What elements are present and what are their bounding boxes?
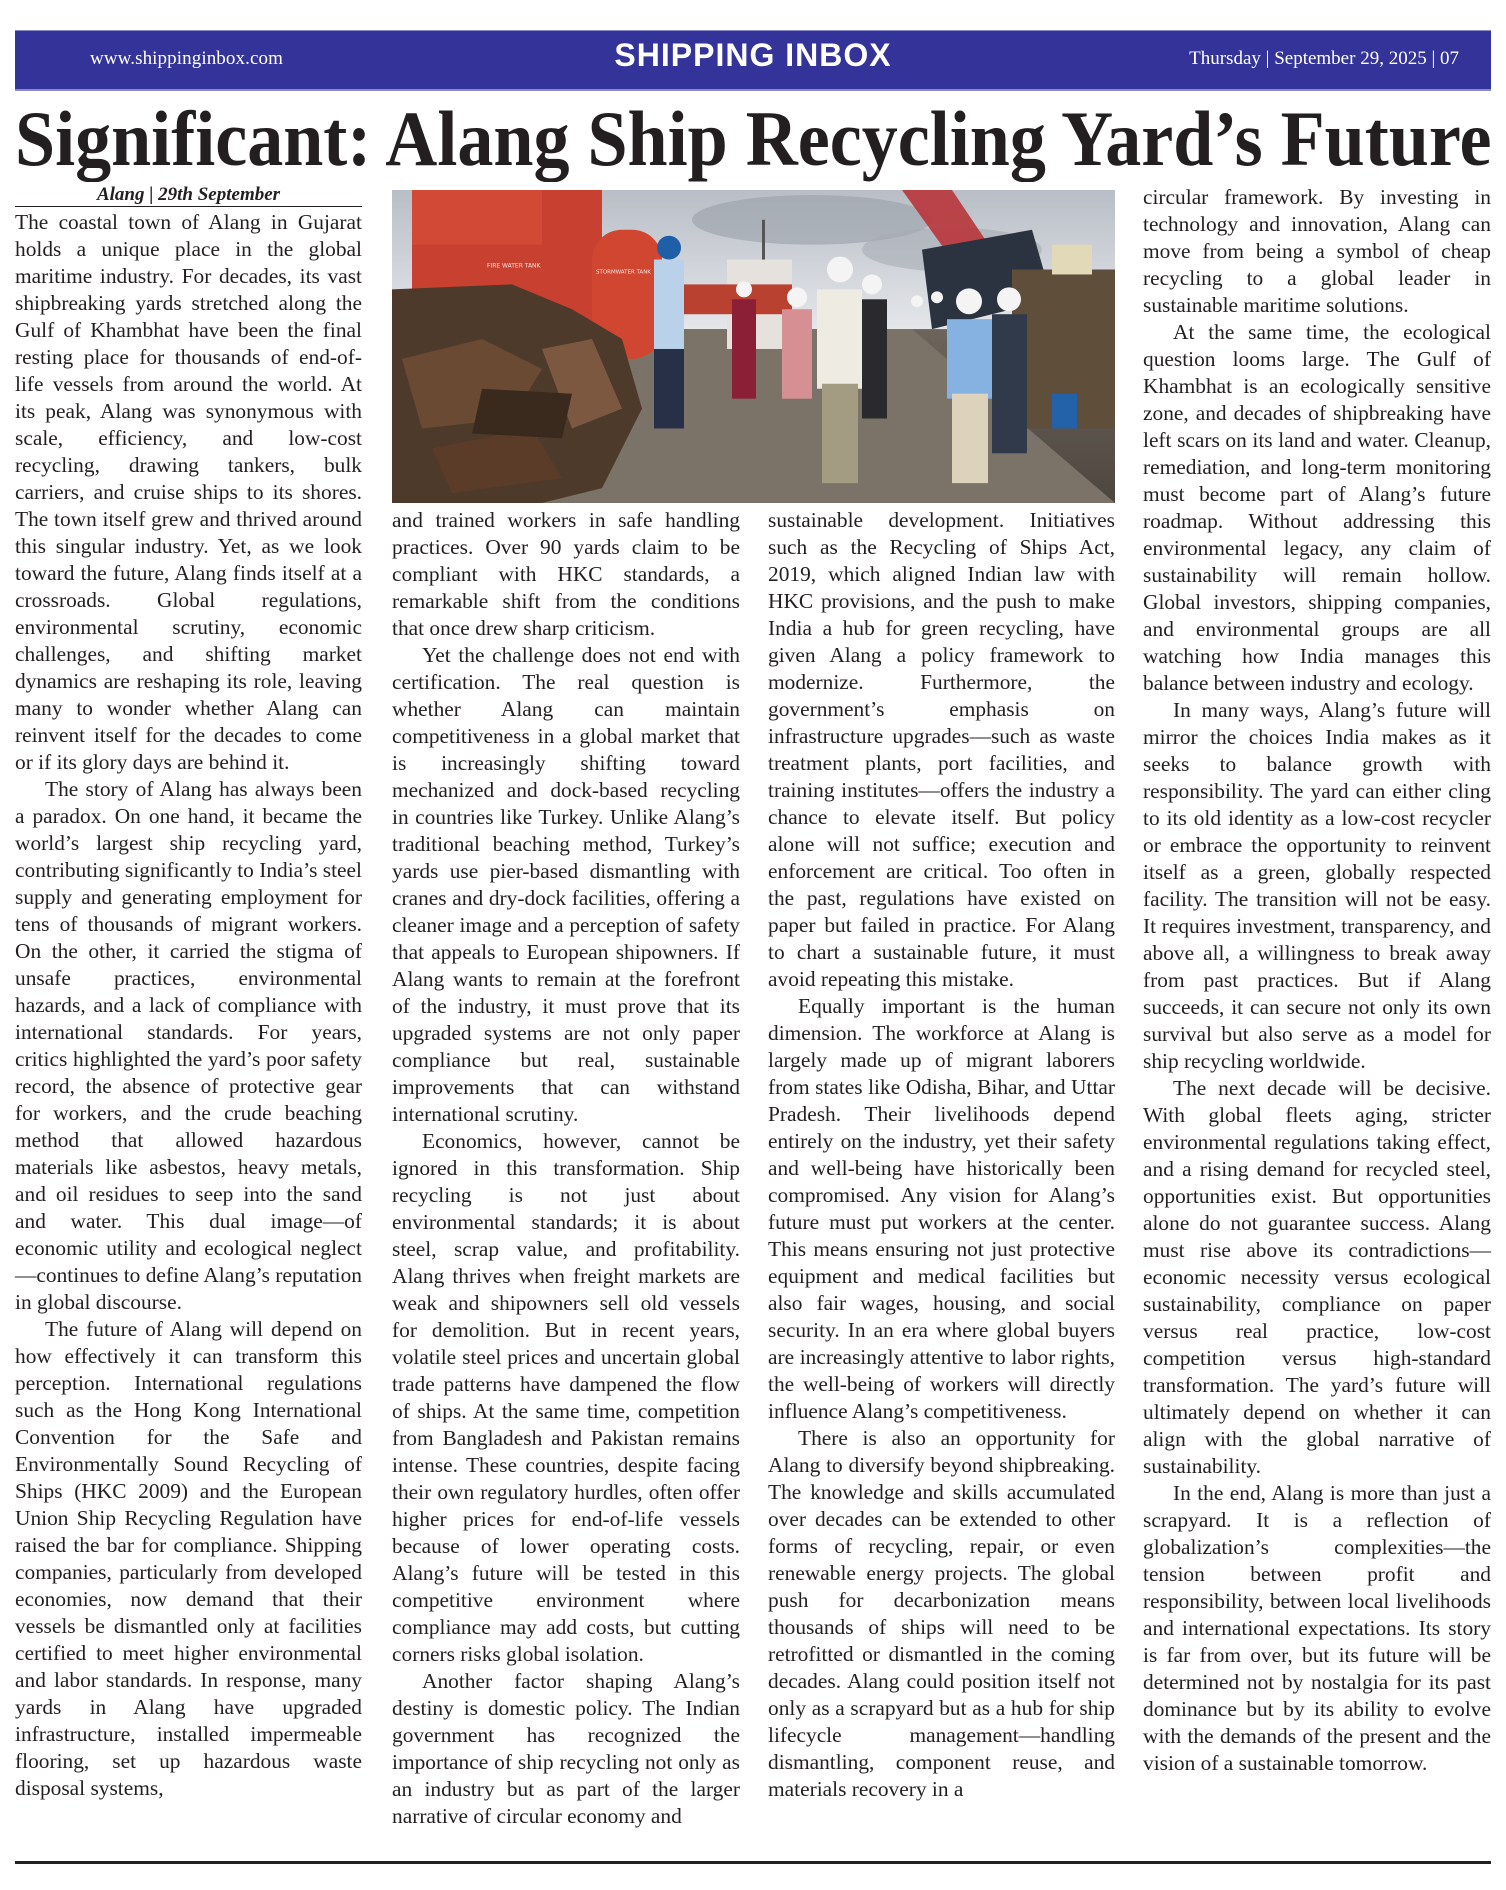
paragraph: At the same time, the ecological question looms large. The Gulf of Khambhat is an ecologically sensitive zone, and decades of shipbreaking have left scars on its land and water. Cleanup, remediation, and long-term monitoring must become part of Alang’s future roadmap. Without addressing this environmental legacy, any claim of sustainability will remain hollow. Global investors, shipping companies, and environmental groups are all watching how India manages this balance between industry and ecology. [1143,320,1491,695]
paragraph: and trained workers in safe handling practices. Over 90 yards claim to be compliant with HKC standards, a remarkable shift from the conditions that once drew sharp criticism. [392,508,740,640]
paragraph: sustainable development. Initiatives such as the Recycling of Ships Act, 2019, which aligned Indian law with HKC provisions, and the push to make India a hub for green recycling, have given Alang a policy framework to modernize. Furthermore, the government’s emphasis on infrastructure upgrades—such as waste treatment plants, port facilities, and training institutes—offers the industry a chance to elevate itself. But policy alone will not suffice; execution and enforcement are critical. Too often in the past, regulations have existed on paper but failed in practice. For Alang to chart a sustainable future, it must avoid repeating this mistake. [768,508,1115,991]
stormwater-tank-sign: STORMWATER TANK [596,269,651,276]
paragraph: Economics, however, cannot be ignored in this transformation. Ship recycling is not just about environmental standards; it is about steel, scrap value, and profitability. Alang thrives when freight markets are weak and shipowners sell old vessels for demolition. But in recent years, volatile steel prices and uncertain global trade patterns have dampened the flow of ships. At the same time, competition from Bangladesh and Pakistan remains intense. These countries, despite facing their own regulatory hurdles, often offer higher prices for end-of-life vessels because of lower operating costs. Alang’s future will be tested in this competitive environment where compliance may add costs, but cutting corners risks global isolation. [392,1129,740,1666]
publication-name: SHIPPING INBOX [614,37,892,73]
article-photo [392,190,1115,503]
article-dateline [15,184,362,207]
fire-water-tank-sign: FIRE WATER TANK [487,262,541,270]
paragraph: Equally important is the human dimension. The workforce at Alang is largely made up of migrant laborers from states like Odisha, Bihar, and Uttar Pradesh. Their livelihoods depend entirely on the industry, yet their safety and well-being have historically been compromised. Any vision for Alang’s future must put workers at the center. This means ensuring not just protective equipment and medical facilities but also fair wages, housing, and social security. In an era where global buyers are increasingly attentive to labor rights, the well-being of workers will directly influence Alang’s competitiveness. [768,994,1115,1423]
article-column-4 [1143,184,1491,1777]
article-column-3 [768,507,1115,1803]
paragraph: The story of Alang has always been a paradox. On one hand, it became the world’s largest ship recycling yard, contributing significantly to India’s steel supply and generating employment for tens of thousands of migrant workers. On the other, it carried the stigma of unsafe practices, environmental hazards, and a lack of compliance with international standards. For years, critics highlighted the yard’s poor safety record, the absence of protective gear for workers, and the crude beaching method that allowed hazardous materials like asbestos, heavy metals, and oil residues to seep into the sand and water. This dual image—of economic utility and ecological neglect—continues to define Alang’s reputation in global discourse. [15,777,362,1314]
bottom-rule [15,1861,1491,1864]
paragraph: There is also an opportunity for Alang to diversify beyond shipbreaking. The knowledge and skills accumulated over decades can be extended to other forms of recycling, repair, or even renewable energy projects. The global push for decarbonization means thousands of ships will need to be retrofitted or dismantled in the coming decades. Alang could position itself not only as a scrapyard but as a hub for ship lifecycle management—handling dismantling, component reuse, and materials recovery in a [768,1426,1115,1801]
paragraph: In the end, Alang is more than just a scrapyard. It is a reflection of globalization’s complexities—the tension between profit and responsibility, between local livelihoods and international expectations. Its story is far from over, but its future will be determined not by nostalgia for its past dominance but by its ability to evolve with the demands of the present and the vision of a sustainable tomorrow. [1143,1481,1491,1775]
photo-shipyard-visit-icon [392,190,1115,503]
masthead [15,30,1491,91]
article-headline-block [15,96,1491,182]
paragraph: The future of Alang will depend on how effectively it can transform this perception. International regulations such as the Hong Kong International Convention for the Safe and Environmentally Sound Recycling of Ships (HKC 2009) and the European Union Ship Recycling Regulation have raised the bar for compliance. Shipping companies, particularly from developed economies, now demand that their vessels be dismantled only at facilities certified to meet higher environmental and labor standards. In response, many yards in Alang have upgraded infrastructure, installed impermeable flooring, set up hazardous waste disposal systems, [15,1317,362,1800]
article-column-1 [15,209,362,1802]
paragraph: In many ways, Alang’s future will mirror the choices India makes as it seeks to balance growth with responsibility. The yard can either cling to its old identity as a low-cost recycler or embrace the opportunity to reinvent itself as a green, globally respected facility. The transition will not be easy. It requires investment, transparency, and above all, a willingness to break away from past practices. But if Alang succeeds, it can secure not only its own survival but also serve as a model for ship recycling worldwide. [1143,698,1491,1073]
paragraph: circular framework. By investing in technology and innovation, Alang can move from being a symbol of cheap recycling to a global leader in sustainable maritime solutions. [1143,185,1491,317]
paragraph: Another factor shaping Alang’s destiny is domestic policy. The Indian government has recognized the importance of ship recycling not only as an industry but as part of the larger narrative of circular economy and [392,1669,740,1828]
paragraph: The coastal town of Alang in Gujarat holds a unique place in the global maritime industry. For decades, its vast shipbreaking yards stretched along the Gulf of Khambhat have been the final resting place for thousands of end-of-life vessels from around the world. At its peak, Alang was synonymous with scale, efficiency, and low-cost recycling, drawing tankers, bulk carriers, and cruise ships to its shores. The town itself grew and thrived around this singular industry. Yet, as we look toward the future, Alang finds itself at a crossroads. Global regulations, environmental scrutiny, economic challenges, and shifting market dynamics are reshaping its role, leaving many to wonder whether Alang can reinvent itself for the decades to come or if its glory days are behind it. [15,210,362,774]
article-column-2 [392,507,740,1830]
byline-text: Alang | 29th September [96,184,281,205]
issue-date-page: Thursday | September 29, 2025 | 07 [1189,48,1459,69]
paragraph: Yet the challenge does not end with certification. The real question is whether Alang can maintain competitiveness in a global market that is increasingly shifting toward mechanized and dock-based recycling in countries like Turkey. Unlike Alang’s traditional beaching method, Turkey’s yards use pier-based dismantling with cranes and dry-dock facilities, offering a cleaner image and a perception of safety that appeals to European shipowners. If Alang wants to remain at the forefront of the industry, it must prove that its upgraded systems are not only paper compliance but real, sustainable improvements that can withstand international scrutiny. [392,643,740,1126]
paragraph: The next decade will be decisive. With global fleets aging, stricter environmental regulations taking effect, and a rising demand for recycled steel, opportunities exist. But opportunities alone do not guarantee success. Alang must rise above its contradictions—economic necessity versus ecological sustainability, compliance on paper versus real practice, low-cost competition versus high-standard transformation. The yard’s future will ultimately depend on whether it can align with the global narrative of sustainability. [1143,1076,1491,1478]
article-headline: Significant: Alang Ship Recycling Yard’s Future [15,95,1492,182]
blue-bin [1052,394,1077,429]
website-url[interactable]: www.shippinginbox.com [90,48,283,69]
